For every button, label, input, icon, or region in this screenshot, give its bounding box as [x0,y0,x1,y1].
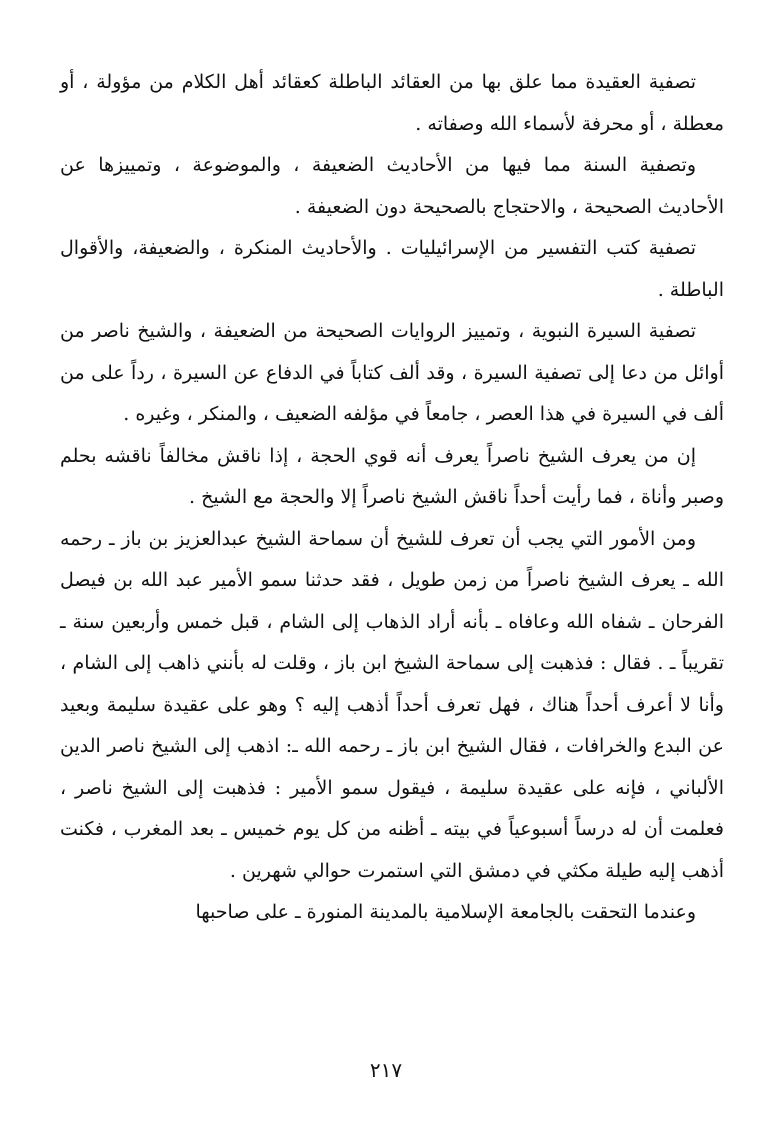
paragraph-seerah: تصفية السيرة النبوية ، وتمييز الروايات الصحيحة من الضعيفة ، والشيخ ناصر من أوائل من دعا إلى تصفية السيرة ، وقد ألف كتاباً في الدفاع عن السيرة ، رداً على من ألف في السيرة في هذا العصر ، جامعاً في مؤلفه الضعيف ، والمنكر ، وغيره . [60,320,724,425]
paragraph-sunnah: وتصفية السنة مما فيها من الأحاديث الضعيفة ، والموضوعة ، وتمييزها عن الأحاديث الصحيحة ، والاحتجاج بالصحيحة دون الضعيفة . [60,154,724,218]
paragraph-debate: إن من يعرف الشيخ ناصراً يعرف أنه قوي الحجة ، إذا ناقش مخالفاً ناقشه بحلم وصبر وأناة ، فما رأيت أحداً ناقش الشيخ ناصراً إلا والحجة مع الشيخ . [60,444,724,508]
paragraph-aqeedah: تصفية العقيدة مما علق بها من العقائد الباطلة كعقائد أهل الكلام من مؤولة ، أو معطلة ، أو محرفة لأسماء الله وصفاته . [60,71,724,135]
paragraph-university: وعندما التحقت بالجامعة الإسلامية بالمدينة المنورة ـ على صاحبها [195,901,696,923]
paragraph-tafsir: تصفية كتب التفسير من الإسرائيليات . والأحاديث المنكرة ، والضعيفة، والأقوال الباطلة . [60,237,724,301]
page-number: ٢١٧ [369,1058,403,1082]
paragraph-ibn-baz: ومن الأمور التي يجب أن تعرف للشيخ أن سماحة الشيخ عبدالعزيز بن باز ـ رحمه الله ـ يعرف الشيخ ناصراً من زمن طويل ، فقد حدثنا سمو الأمير عبد الله بن فيصل الفرحان ـ شفاه الله وعافاه ـ بأنه أراد الذهاب إلى الشام ، قبل خمس وأربعين سنة ـ تقريباً ـ . فقال : فذهبت إلى سماحة الشيخ ابن باز ، وقلت له بأنني ذاهب إلى الشام ، وأنا لا أعرف أحداً هناك ، فهل تعرف أحداً أذهب إليه ؟ وهو على عقيدة سليمة وبعيد عن البدع والخرافات ، فقال الشيخ ابن باز ـ رحمه الله ـ: اذهب إلى الشيخ ناصر الدين الألباني ، فإنه على عقيدة سليمة ، فيقول سمو الأمير : فذهبت إلى الشيخ ناصر ، فعلمت أن له درساً أسبوعياً في بيته ـ أظنه من كل يوم خميس ـ بعد المغرب ، فكنت أذهب إليه طيلة مكثي في دمشق التي استمرت حوالي شهرين . [60,527,724,882]
page-body [60,62,724,934]
